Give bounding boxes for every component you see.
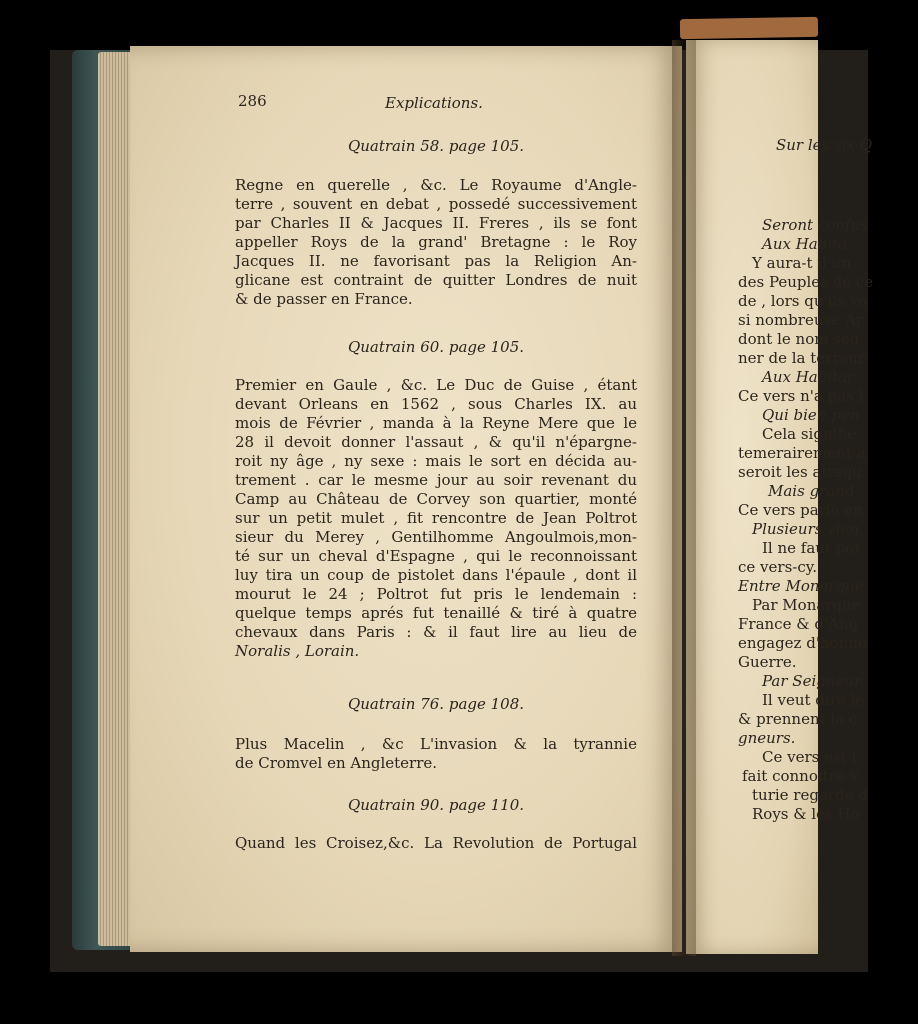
section-heading: Quatrain 90. page 110. bbox=[347, 796, 525, 814]
text-line: mourut le 24 ; Poltrot fut pris le lendemain : bbox=[235, 585, 637, 603]
text-line: Ce vers parle en bbox=[738, 501, 863, 519]
text-line: Entre Monarque bbox=[738, 577, 864, 595]
text-line: devant Orleans en 1562 , sous Charles IX. au bbox=[235, 395, 637, 413]
text-line: Regne en querelle , &c. Le Royaume d'Angle- bbox=[235, 176, 637, 194]
section-heading: Quatrain 58. page 105. bbox=[347, 137, 525, 155]
right-running-head: Sur les six Q bbox=[776, 136, 873, 154]
text-line: engagez d'honne bbox=[738, 634, 867, 652]
section-body bbox=[235, 176, 637, 309]
section-body bbox=[235, 735, 637, 773]
text-line: seroit les attaqu bbox=[738, 463, 862, 481]
text-line: roit ny âge , ny sexe : mais le sort en décida au- bbox=[235, 452, 637, 470]
text-line: luy tira un coup de pistolet dans l'épaule , dont il bbox=[235, 566, 637, 584]
text-line: Mais grand bbox=[768, 482, 855, 500]
text-line: Plus Macelin , &c L'invasion & la tyrannie bbox=[235, 735, 637, 753]
page-number: 286 bbox=[238, 92, 267, 110]
text-line: fait connoitre v bbox=[742, 767, 858, 785]
text-line: té sur un cheval d'Espagne , qui le reconnoissant bbox=[235, 547, 637, 565]
right-page-body bbox=[738, 216, 873, 824]
right-page-content bbox=[686, 40, 874, 954]
text-line: Quand les Croisez,&c. La Revolution de Portugal bbox=[235, 834, 637, 852]
text-line: de , lors qu'ils vo bbox=[738, 292, 868, 310]
text-line: par Charles II & Jacques II. Freres , ils se font bbox=[235, 214, 637, 232]
text-line: Cela signifie bbox=[762, 425, 857, 443]
running-head: Explications. bbox=[385, 94, 483, 112]
text-line: des Peuples de ce bbox=[738, 273, 874, 291]
text-line: glicane est contraint de quitter Londres de nuit bbox=[235, 271, 637, 289]
text-line: Camp au Château de Corvey son quartier, monté bbox=[235, 490, 637, 508]
text-line: Il veut dire le bbox=[762, 691, 865, 709]
text-line: 28 il devoit donner l'assaut , & qu'il n'épargne- bbox=[235, 433, 637, 451]
text-line: appeller Roys de la grand' Bretagne : le Roy bbox=[235, 233, 637, 251]
text-line: Qui bien pen bbox=[762, 406, 860, 424]
text-line: de Cromvel en Angleterre. bbox=[235, 754, 438, 772]
text-line: Aux Habitar bbox=[762, 368, 855, 386]
text-line: trement . car le mesme jour au soir revenant du bbox=[235, 471, 637, 489]
section-heading: Quatrain 76. page 108. bbox=[347, 695, 525, 713]
text-line: chevaux dans Paris : & il faut lire au lieu de bbox=[235, 623, 637, 641]
text-line: terre , souvent en debat , possedé successivement bbox=[235, 195, 637, 213]
text-line: ner de la terreur bbox=[738, 349, 866, 367]
text-line: Ce vers n'a pas l bbox=[738, 387, 864, 405]
section-body bbox=[235, 376, 637, 661]
text-line: Jacques II. ne favorisant pas la Religion An- bbox=[235, 252, 637, 270]
text-line: Y aura-t il un bbox=[752, 254, 851, 272]
text-line: sur un petit mulet , fit rencontre de Jean Poltrot bbox=[235, 509, 637, 527]
text-line: Aux Habita bbox=[762, 235, 848, 253]
text-line: Roys & les Ho bbox=[752, 805, 860, 823]
torn-paper-edge bbox=[680, 17, 818, 39]
text-line: Par Monarque bbox=[752, 596, 861, 614]
section-heading: Quatrain 60. page 105. bbox=[347, 338, 525, 356]
text-line: Noralis , Lorain. bbox=[235, 642, 360, 660]
text-line: mois de Février , manda à la Reyne Mere que le bbox=[235, 414, 637, 432]
text-line: France & d'Ang bbox=[738, 615, 859, 633]
text-line: Guerre. bbox=[738, 653, 797, 671]
text-line: turie regarde d bbox=[752, 786, 868, 804]
text-line: & de passer en France. bbox=[235, 290, 413, 308]
text-line: Premier en Gaule , &c. Le Duc de Guise , étant bbox=[235, 376, 637, 394]
text-line: Il ne faut poi bbox=[762, 539, 860, 557]
text-line: Plusieurs vien bbox=[752, 520, 860, 538]
text-line: temerairement a bbox=[738, 444, 866, 462]
text-line: Seront confus bbox=[762, 216, 868, 234]
text-line: gneurs. bbox=[738, 729, 796, 747]
text-line: quelque temps aprés fut tenaillé & tiré à quatre bbox=[235, 604, 637, 622]
text-line: & prennent la c bbox=[738, 710, 858, 728]
text-line: sieur du Merey , Gentilhomme Angoulmois,mon- bbox=[235, 528, 637, 546]
section-body bbox=[235, 834, 637, 853]
text-line: Par Seigneur bbox=[762, 672, 862, 690]
text-line: ce vers-cy. bbox=[738, 558, 817, 576]
text-line: Ce vers est l bbox=[762, 748, 857, 766]
text-line: dont le nom seu bbox=[738, 330, 860, 348]
text-line: si nombreuse Ar bbox=[738, 311, 863, 329]
